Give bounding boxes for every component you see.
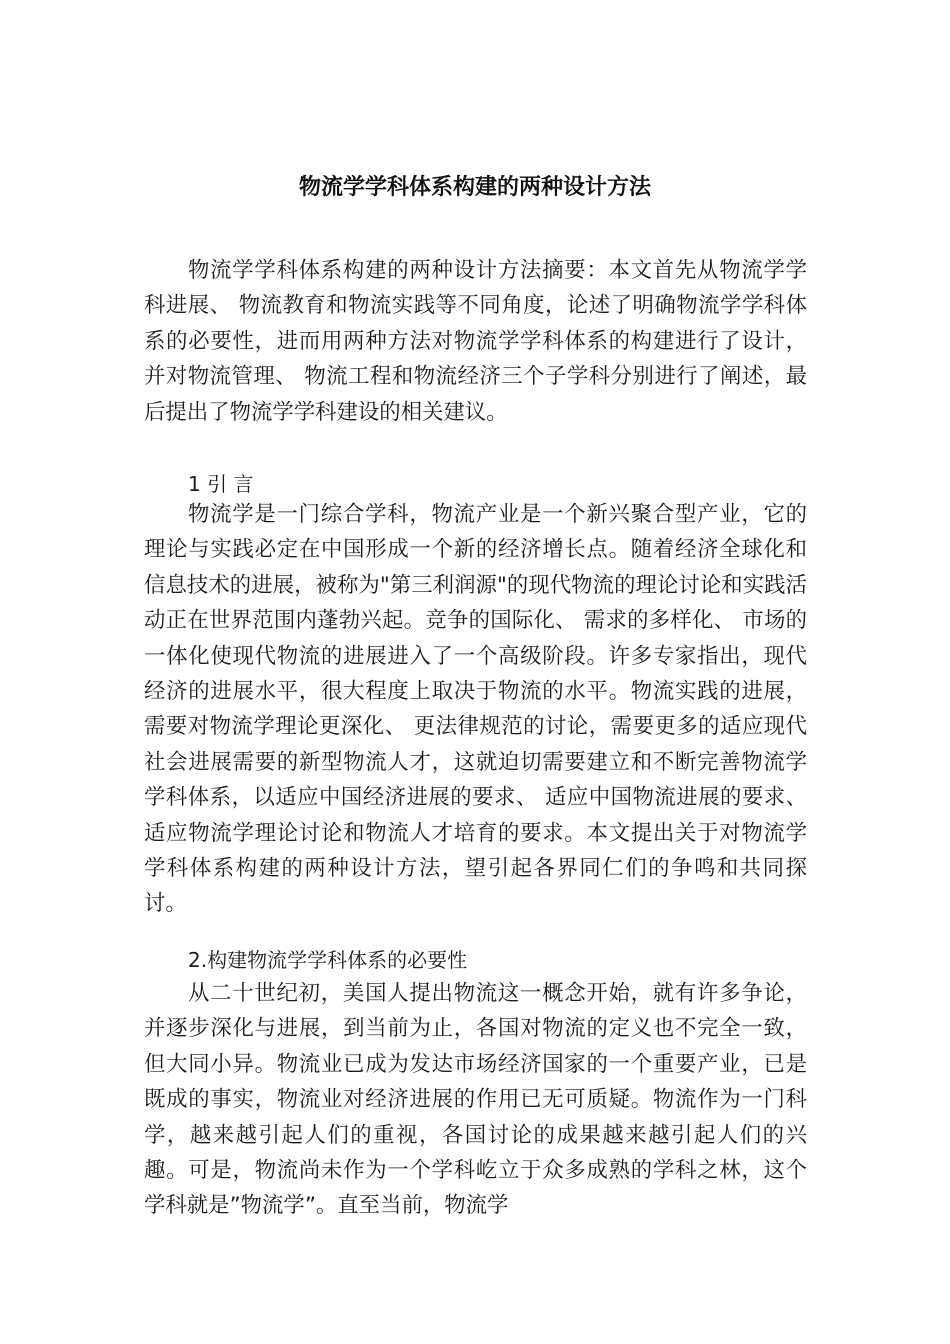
abstract-paragraph: 物流学学科体系构建的两种设计方法摘要：本文首先从物流学学科进展、 物流教育和物流实践等不同角度，论述了明确物流学学科体系的必要性，进而用两种方法对物流学学科体系的构建进行了设计，并对物流管理、 物流工程和物流经济三个子学科分别进行了阐述，最后提出了物流学学科建设的相关建议。 bbox=[144, 258, 807, 425]
necessity-paragraph: 从二十世纪初，美国人提出物流这一概念开始，就有许多争论，并逐步深化与进展，到当前为止，各国对物流的定义也不完全一致，但大同小异。物流业已成为发达市场经济国家的一个重要产业，已是既成的事实，物流业对经济进展的作用已无可质疑。物流作为一门科学，越来越引起人们的重视，各国讨论的成果越来越引起人们的兴趣。可是，物流尚未作为一个学科屹立于众多成熟的学科之林，这个学科就是”物流学”。直至当前，物流学 bbox=[144, 981, 807, 1219]
section-heading-introduction: 1 引 言 bbox=[188, 472, 254, 496]
document-title: 物流学学科体系构建的两种设计方法 bbox=[298, 175, 651, 200]
introduction-paragraph: 物流学是一门综合学科，物流产业是一个新兴聚合型产业，它的理论与实践必定在中国形成一个新的经济增长点。随着经济全球化和信息技术的进展，被称为"第三利润源"的现代物流的理论讨论和实践活动正在世界范围内蓬勃兴起。竞争的国际化、 需求的多样化、 市场的一体化使现代物流的进展进入了一个高级阶段。许多专家指出，现代经济的进展水平，很大程度上取决于物流的水平。物流实践的进展，需要对物流学理论更深化、 更法律规范的讨论，需要更多的适应现代社会进展需要的新型物流人才，这就迫切需要建立和不断完善物流学学科体系，以适应中国经济进展的要求、 适应中国物流进展的要求、 适应物流学理论讨论和物流人才培育的要求。本文提出关于对物流学学科体系构建的两种设计方法，望引起各界同仁们的争鸣和共同探讨。 bbox=[144, 502, 807, 917]
section-heading-necessity: 2.构建物流学学科体系的必要性 bbox=[188, 948, 468, 972]
